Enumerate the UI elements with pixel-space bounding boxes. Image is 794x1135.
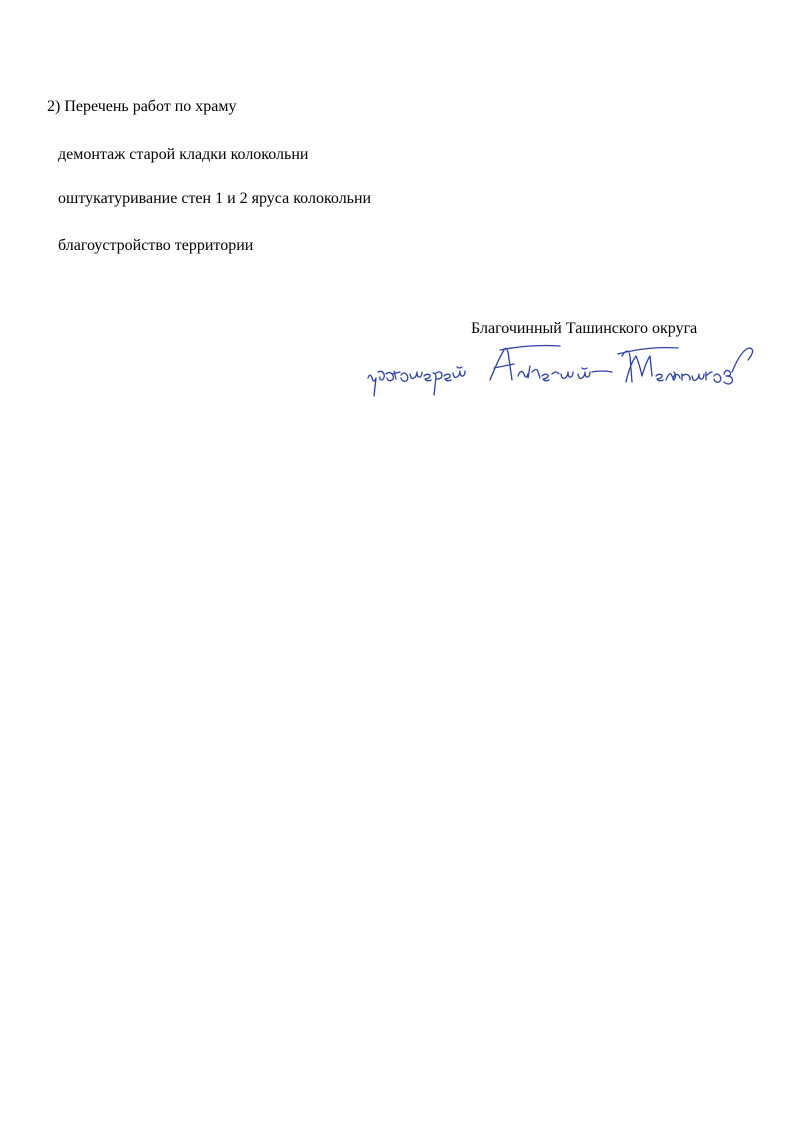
work-item: оштукатуривание стен 1 и 2 яруса колокольни [58,190,372,207]
work-item: демонтаж старой кладки колокольни [58,146,309,163]
work-item: благоустройство территории [58,237,254,254]
works-list-heading: 2) Перечень работ по храму [47,98,237,115]
signer-title: Благочинный Ташинского округа [471,320,698,337]
handwritten-signature [360,336,760,402]
